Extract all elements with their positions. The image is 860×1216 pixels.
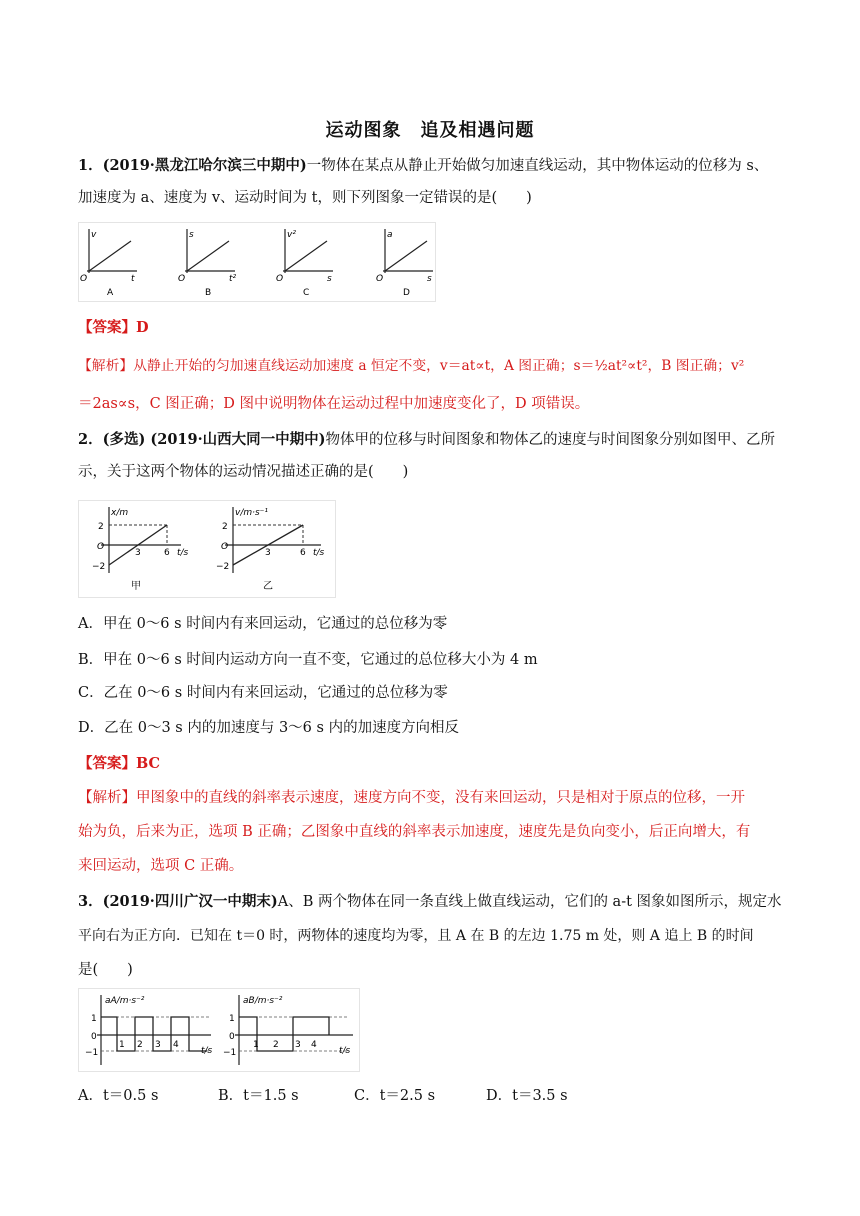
q2-analysis-1: 【解析】甲图象中的直线的斜率表示速度，速度方向不变，没有来回运动，只是相对于原点的位移，一开 (78, 790, 745, 806)
q1-c-xlabel: s (327, 274, 332, 284)
q1-a-origin: O (80, 274, 88, 284)
q3-a-tick-x3: 3 (155, 1040, 161, 1050)
q1-d-origin: O (376, 274, 384, 284)
q3-b-xlabel: t/s (339, 1046, 351, 1056)
q1-a-ylabel: v (91, 230, 97, 240)
q1-c-origin: O (276, 274, 284, 284)
q2-yi-xlabel: t/s (313, 548, 325, 558)
q1-a-xlabel: t (131, 274, 135, 284)
q1-c-ylabel: v² (287, 230, 296, 240)
q3-option-d: D．t＝3.5 s (486, 1088, 568, 1104)
q2-option-b: B．甲在 0～6 s 时间内运动方向一直不变，它通过的总位移大小为 4 m (78, 652, 538, 668)
q3-a-tick-x4: 4 (173, 1040, 179, 1050)
q3-b-tick-x4: 4 (311, 1040, 317, 1050)
q3-b-tick-x1: 1 (253, 1040, 259, 1050)
q3-a-origin: 0 (91, 1032, 97, 1042)
q3-a-tick-x2: 2 (137, 1040, 143, 1050)
q3-number: 3． (78, 893, 103, 910)
q2-option-c: C．乙在 0～6 s 时间内有来回运动，它通过的总位移为零 (78, 685, 448, 701)
q2-yi-tick-x2: 6 (300, 548, 306, 558)
q3-graph-a (85, 995, 213, 1065)
q1-number: 1． (78, 157, 103, 174)
q2-option-d: D．乙在 0～3 s 内的加速度与 3～6 s 内的加速度方向相反 (78, 720, 460, 736)
q1-b-xlabel: t² (229, 274, 237, 284)
q3-stem-3: 是( ) (78, 962, 133, 978)
q1-graph-a (80, 229, 137, 298)
q3-option-c: C．t＝2.5 s (354, 1088, 436, 1104)
q2-yi-origin: O (221, 542, 229, 552)
q1-c-option: C (303, 288, 310, 298)
q2-number: 2． (78, 431, 103, 448)
q2-jia-origin: O (97, 542, 105, 552)
q2-jia-ylabel: x/m (111, 508, 129, 518)
q2-option-a: A．甲在 0～6 s 时间内有来回运动，它通过的总位移为零 (78, 616, 448, 632)
q1-answer: 【答案】D (78, 319, 149, 336)
q2-yi-caption: 乙 (263, 581, 273, 592)
q2-figure (78, 500, 336, 598)
q2-graph-jia (92, 507, 189, 592)
q1-stem-2: 加速度为 a、速度为 v、运动时间为 t，则下列图象一定错误的是( ) (78, 190, 532, 206)
q1-graph-d (376, 229, 433, 298)
q3-b-origin: 0 (229, 1032, 235, 1042)
q3-b-tick-x2: 2 (273, 1040, 279, 1050)
q2-graph-yi (216, 507, 325, 592)
q2-line-1 (78, 430, 798, 450)
q3-graph-b (223, 995, 353, 1065)
q1-b-origin: O (178, 274, 186, 284)
q1-line-1 (78, 156, 798, 176)
q1-d-ylabel: a (387, 230, 393, 240)
q3-graphs-svg (79, 989, 359, 1071)
q2-jia-tick-x2: 6 (164, 548, 170, 558)
q2-jia-tick-x1: 3 (135, 548, 141, 558)
q3-a-tick-y2: −1 (85, 1048, 99, 1058)
q2-stem-1: 物体甲的位移与时间图象和物体乙的速度与时间图象分别如图甲、乙所 (325, 432, 775, 448)
q3-option-a: A．t＝0.5 s (78, 1088, 159, 1104)
q2-yi-ylabel: v/m·s⁻¹ (235, 508, 269, 518)
q2-answer: 【答案】BC (78, 755, 161, 772)
q3-a-xlabel: t/s (201, 1046, 213, 1056)
q3-b-ylabel: aB/m·s⁻² (243, 996, 283, 1006)
q1-stem-1: 一物体在某点从静止开始做匀加速直线运动，其中物体运动的位移为 s、 (306, 158, 769, 174)
q2-stem-2: 示，关于这两个物体的运动情况描述正确的是( ) (78, 464, 409, 480)
q2-analysis-2: 始为负，后来为正，选项 B 正确；乙图象中直线的斜率表示加速度，速度先是负向变小，后正向增大，有 (78, 824, 751, 840)
q1-graph-c (276, 229, 333, 298)
q2-yi-tick-x1: 3 (265, 548, 271, 558)
q3-a-tick-y1: 1 (91, 1014, 97, 1024)
q3-line-1 (78, 892, 798, 912)
q3-b-tick-y1: 1 (229, 1014, 235, 1024)
q2-source: (多选) (2019·山西大同一中期中) (102, 431, 326, 448)
q1-figure (78, 222, 436, 302)
q2-yi-tick-y2: −2 (216, 562, 230, 572)
q2-jia-tick-y2: −2 (92, 562, 106, 572)
q3-b-tick-x3: 3 (295, 1040, 301, 1050)
q1-analysis-2: ＝2as∝s，C 图正确；D 图中说明物体在运动过程中加速度变化了，D 项错误。 (78, 396, 590, 412)
q3-a-ylabel: aA/m·s⁻² (105, 996, 145, 1006)
page-title: 运动图象 追及相遇问题 (325, 120, 535, 141)
q3-stem-2: 平向右为正方向．已知在 t＝0 时，两物体的速度均为零，且 A 在 B 的左边 1.75 m 处，则 A 追上 B 的时间 (78, 928, 754, 944)
q1-b-ylabel: s (189, 230, 194, 240)
q1-analysis-1: 【解析】从静止开始的匀加速直线运动加速度 a 恒定不变，v＝at∝t，A 图正确；s＝½at²∝t²，B 图正确；v² (78, 358, 745, 374)
q1-d-xlabel: s (427, 274, 432, 284)
q1-b-option: B (205, 288, 212, 298)
q2-analysis-3: 来回运动，选项 C 正确。 (78, 858, 244, 874)
q1-source: (2019·黑龙江哈尔滨三中期中) (102, 157, 307, 174)
q2-yi-tick-y1: 2 (222, 522, 228, 532)
q1-graph-b (178, 229, 237, 298)
q3-a-tick-x1: 1 (119, 1040, 125, 1050)
q3-stem-1: A、B 两个物体在同一条直线上做直线运动，它们的 a-t 图象如图所示，规定水 (277, 894, 782, 910)
q1-graphs-svg (79, 223, 435, 301)
q2-jia-caption: 甲 (131, 581, 141, 592)
q2-jia-tick-y1: 2 (98, 522, 104, 532)
q3-figure (78, 988, 360, 1072)
q1-d-option: D (403, 288, 410, 298)
q3-option-b: B．t＝1.5 s (218, 1088, 299, 1104)
q3-b-tick-y2: −1 (223, 1048, 237, 1058)
q2-graphs-svg (79, 501, 335, 597)
q2-jia-xlabel: t/s (177, 548, 189, 558)
q3-source: (2019·四川广汉一中期末) (102, 893, 278, 910)
q1-a-option: A (107, 288, 114, 298)
